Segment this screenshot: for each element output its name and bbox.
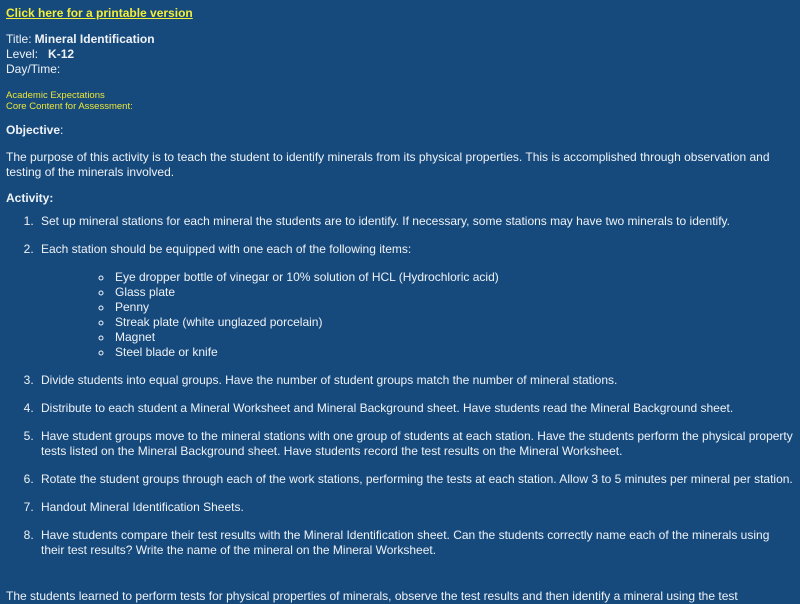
objective-heading-text: Objective (6, 123, 61, 137)
step-text: Distribute to each student a Mineral Worksheet and Mineral Background sheet. Have students read the Mineral Background sheet. (41, 401, 734, 415)
core-content: Core Content for Assessment: (6, 101, 133, 112)
level-label: Level: (6, 47, 39, 61)
step-item (37, 373, 794, 388)
equipment-item: ◦ Glass plate (113, 285, 794, 300)
title-label: Title: (6, 32, 32, 46)
step-item (37, 500, 794, 515)
step-item (37, 528, 794, 558)
equipment-item: ◦ Steel blade or knife (113, 345, 794, 360)
step-item (37, 214, 794, 229)
printable-version-link[interactable]: Click here for a printable version (6, 6, 193, 20)
step-item (37, 401, 794, 416)
activity-heading: Activity: (6, 191, 54, 205)
step-text: Handout Mineral Identification Sheets. (41, 500, 244, 514)
summary-text-cutoff: The students learned to perform tests for physical properties of minerals, observe the test results and then identify a mineral using the test (6, 589, 738, 603)
title-value: Mineral Identification (34, 32, 155, 46)
title-row (6, 32, 794, 47)
equipment-item: ◦ Penny (113, 300, 794, 315)
equipment-item: ◦ Streak plate (white unglazed porcelain) (113, 315, 794, 330)
step-text: Each station should be equipped with one each of the following items: (41, 242, 412, 256)
activity-steps (6, 214, 794, 558)
academic-expectations: Academic Expectations (6, 90, 105, 101)
level-value: K-12 (48, 47, 75, 61)
equipment-item: ◦ Magnet (113, 330, 794, 345)
step-item (37, 472, 794, 487)
step-item (37, 429, 794, 459)
lesson-meta (6, 32, 794, 77)
level-row (6, 47, 794, 62)
daytime-label: Day/Time: (6, 62, 61, 76)
step-text: Set up mineral stations for each mineral the students are to identify. If necessary, some stations may have two minerals to identify. (41, 214, 730, 228)
equipment-item: ◦ Eye dropper bottle of vinegar or 10% solution of HCL (Hydrochloric acid) (113, 270, 794, 285)
step-text: Divide students into equal groups. Have the number of student groups match the number of mineral stations. (41, 373, 618, 387)
objective-colon: : (60, 123, 64, 137)
step-text: Have students compare their test results with the Mineral Identification sheet. Can the students correctly name each of the minerals using their test results? Write the name of the mineral on the Mineral Worksheet. (41, 528, 770, 557)
step-text: Rotate the student groups through each of the work stations, performing the tests at each station. Allow 3 to 5 minutes per mineral per station. (41, 472, 793, 486)
objective-heading (6, 123, 794, 138)
step-item (37, 242, 794, 360)
objective-text: The purpose of this activity is to teach the student to identify minerals from its physical properties. This is accomplished through observation and testing of the minerals involved. (6, 150, 770, 179)
academic-block (6, 90, 794, 112)
daytime-row (6, 62, 794, 77)
equipment-list (41, 270, 794, 360)
step-text: Have student groups move to the mineral stations with one group of students at each station. Have the students perform the physical property tests listed on the Mineral Background sheet. Have students record the test results on the Mineral Worksheet. (41, 429, 793, 458)
